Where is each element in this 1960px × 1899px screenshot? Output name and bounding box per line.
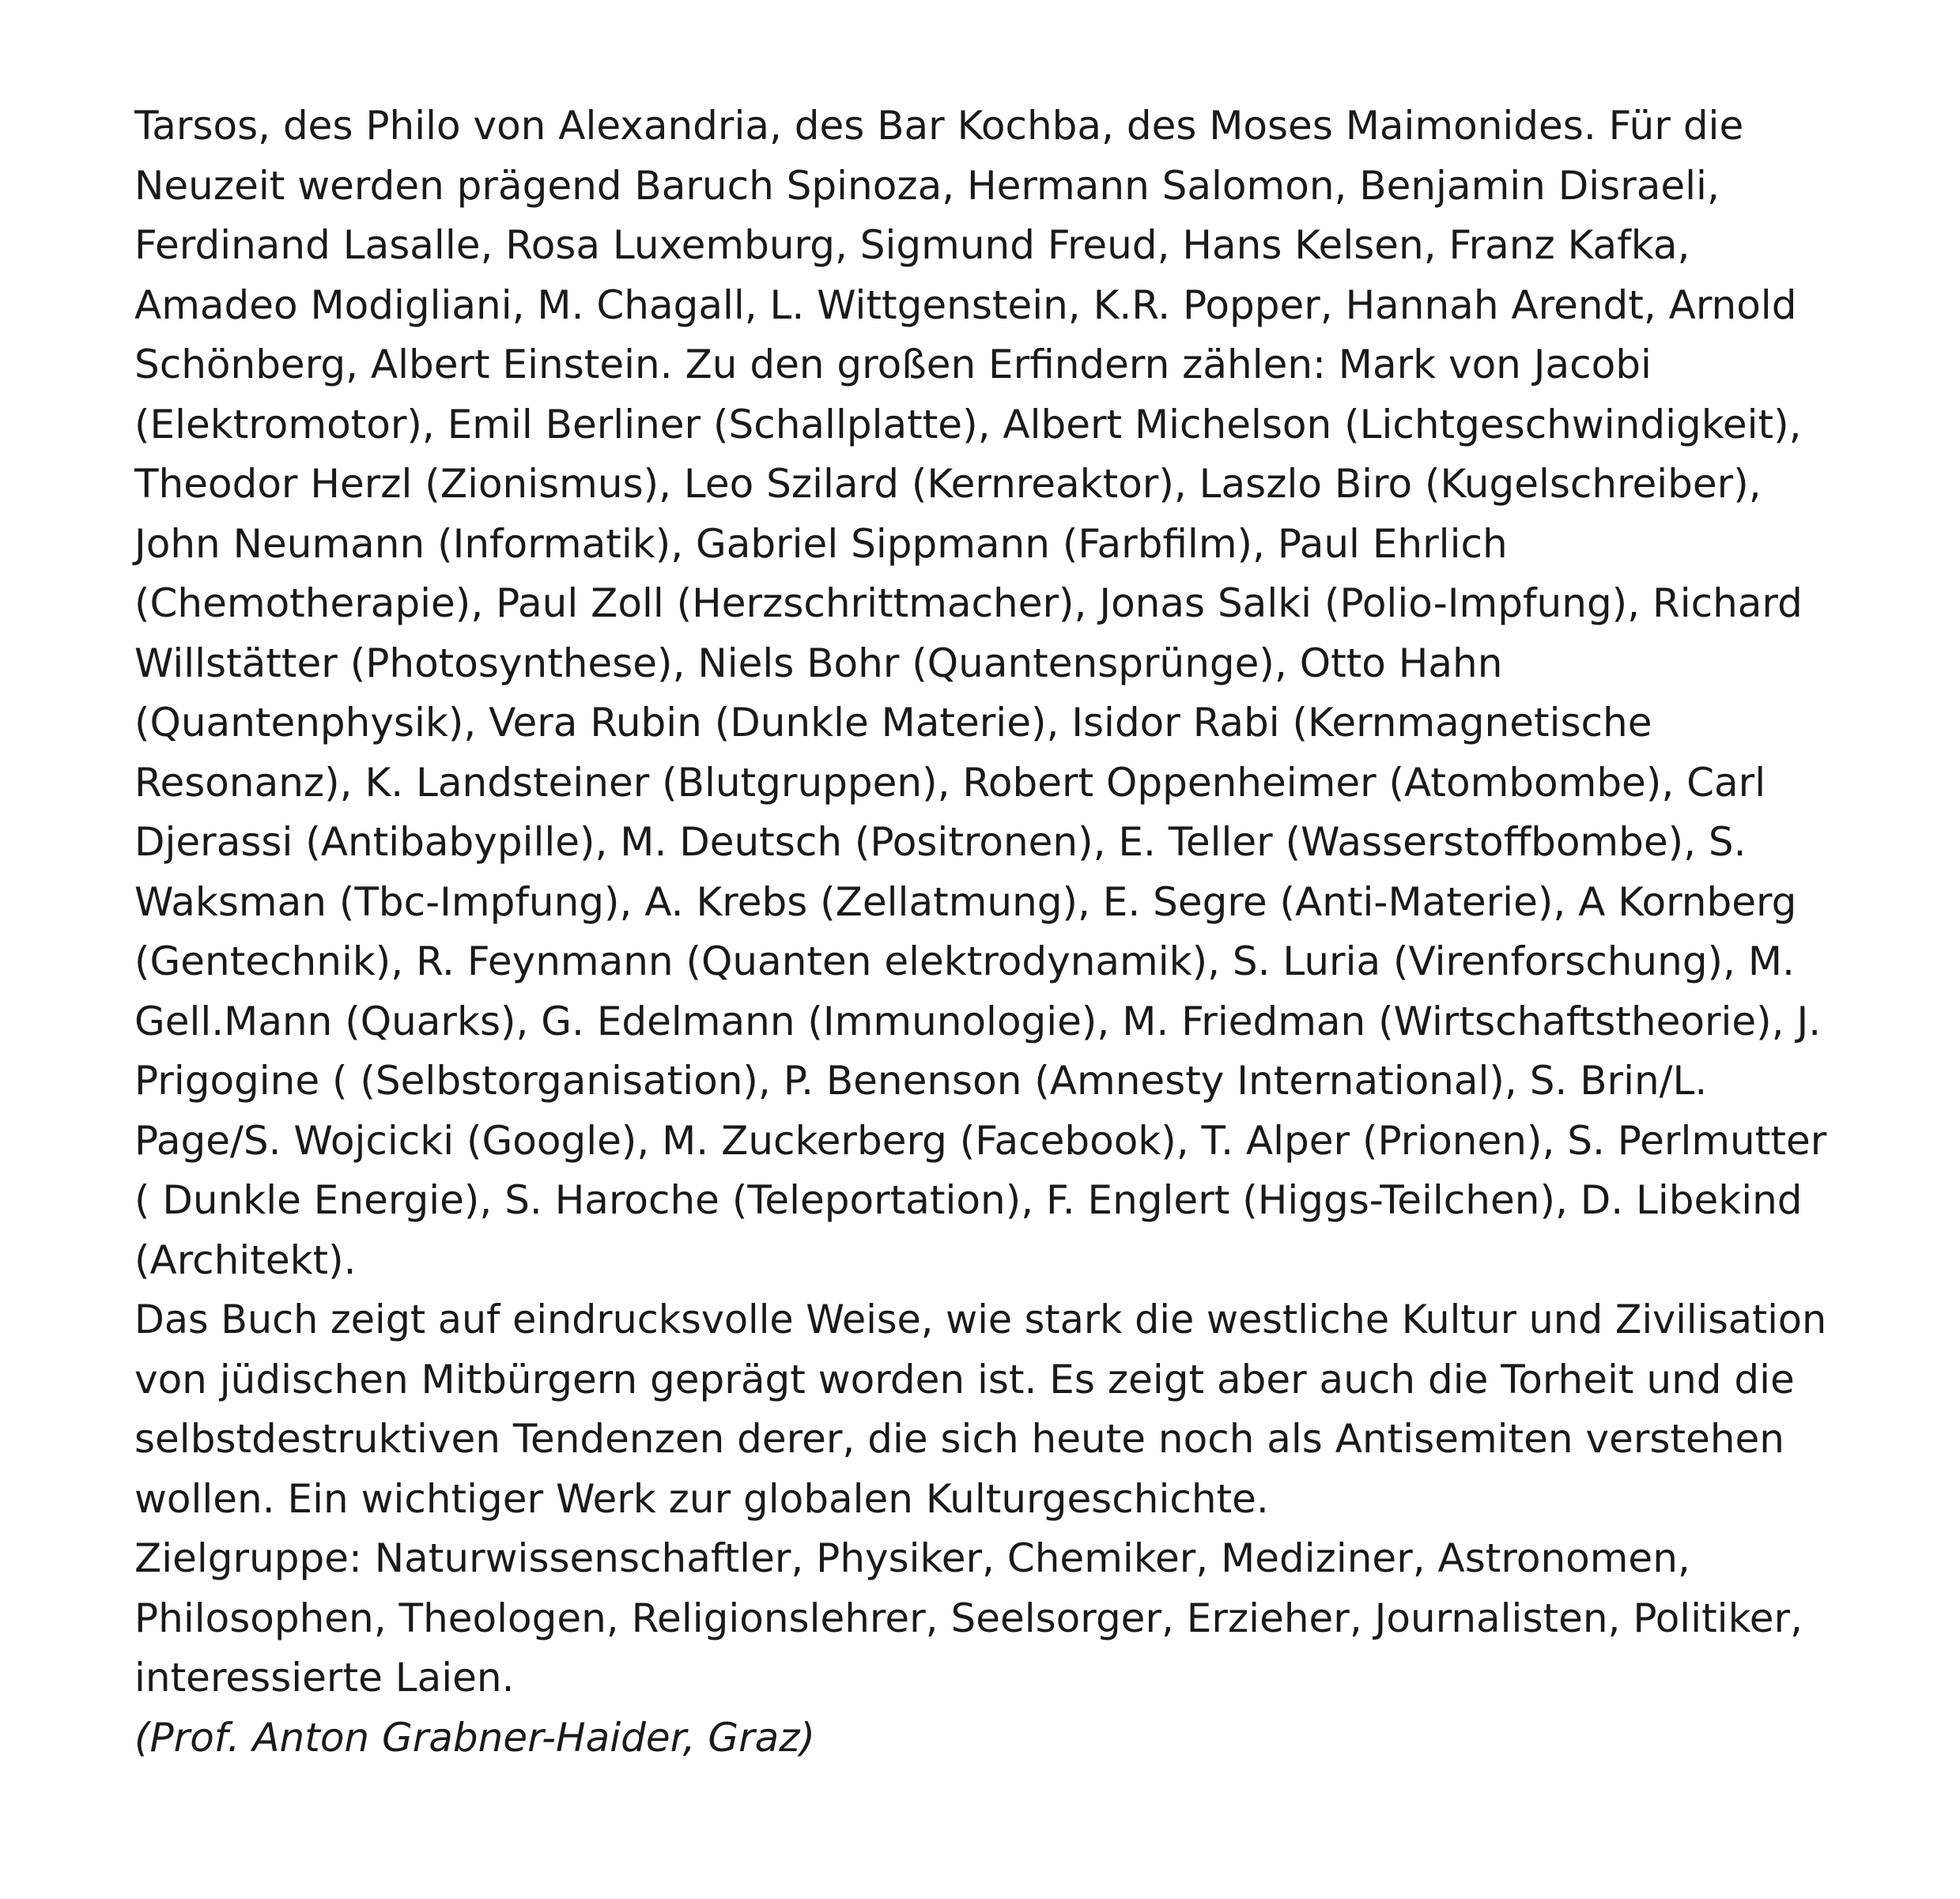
- text-line: Tarsos, des Philo von Alexandria, des Bar Kochba, des Moses Maimonides. Für die: [134, 103, 1744, 149]
- text-line: Amadeo Modigliani, M. Chagall, L. Wittgenstein, K.R. Popper, Hannah Arendt, Arnold: [134, 281, 1797, 328]
- text-line: (Chemotherapie), Paul Zoll (Herzschrittmacher), Jonas Salki (Polio-Impfung), Richard: [134, 580, 1803, 626]
- text-line: Djerassi (Antibabypille), M. Deutsch (Positronen), E. Teller (Wasserstoffbombe), S.: [134, 819, 1747, 865]
- text-line: John Neumann (Informatik), Gabriel Sippmann (Farbfilm), Paul Ehrlich: [134, 520, 1508, 567]
- text-line: (Quantenphysik), Vera Rubin (Dunkle Materie), Isidor Rabi (Kernmagnetische: [134, 700, 1652, 746]
- text-line: Schönberg, Albert Einstein. Zu den großen Erfindern zählen: Mark von Jacobi: [134, 342, 1652, 387]
- text-line: Das Buch zeigt auf eindrucksvolle Weise, wie stark die westliche Kultur und Zivilisation: [134, 1297, 1827, 1342]
- text-line: selbstdestruktiven Tendenzen derer, die sich heute noch als Antisemiten verstehen: [134, 1416, 1784, 1462]
- text-line: (Elektromotor), Emil Berliner (Schallplatte), Albert Michelson (Lichtgeschwindigkeit),: [134, 401, 1802, 447]
- paragraph-target-audience: [134, 1529, 1826, 1708]
- text-line: ( Dunkle Energie), S. Haroche (Teleportation), F. Englert (Higgs-Teilchen), D. Libekind: [134, 1177, 1803, 1223]
- text-line: Philosophen, Theologen, Religionslehrer, Seelsorger, Erzieher, Journalisten, Politiker,: [134, 1595, 1803, 1641]
- text-line: von jüdischen Mitbürgern geprägt worden ist. Es zeigt aber auch die Torheit und die: [134, 1356, 1795, 1403]
- paragraph-review: [134, 1290, 1826, 1529]
- text-line: wollen. Ein wichtiger Werk zur globalen Kulturgeschichte.: [134, 1475, 1269, 1522]
- text-line: (Gentechnik), R. Feynmann (Quanten elektrodynamik), S. Luria (Virenforschung), M.: [134, 938, 1795, 984]
- text-line: Zielgruppe: Naturwissenschaftler, Physiker, Chemiker, Mediziner, Astronomen,: [134, 1535, 1690, 1581]
- text-line: (Architekt).: [134, 1236, 357, 1283]
- text-line: Willstätter (Photosynthese), Niels Bohr (Quantensprünge), Otto Hahn: [134, 640, 1503, 686]
- text-line: Page/S. Wojcicki (Google), M. Zuckerberg (Facebook), T. Alper (Prionen), S. Perlmutter: [134, 1117, 1827, 1164]
- text-line: interessierte Laien.: [134, 1655, 515, 1701]
- text-line: Ferdinand Lasalle, Rosa Luxemburg, Sigmund Freud, Hans Kelsen, Franz Kafka,: [134, 222, 1690, 268]
- text-line: Resonanz), K. Landsteiner (Blutgruppen), Robert Oppenheimer (Atombombe), Carl: [134, 759, 1766, 806]
- text-line: Theodor Herzl (Zionismus), Leo Szilard (Kernreaktor), Laszlo Biro (Kugelschreiber),: [134, 461, 1762, 507]
- author-signature: (Prof. Anton Grabner-Haider, Graz): [134, 1714, 816, 1761]
- text-line: Waksman (Tbc-Impfung), A. Krebs (Zellatmung), E. Segre (Anti-Materie), A Kornberg: [134, 878, 1797, 925]
- text-line: Prigogine ( (Selbstorganisation), P. Benenson (Amnesty International), S. Brin/L.: [134, 1058, 1708, 1104]
- document-page: [134, 96, 1826, 1768]
- text-line: Neuzeit werden prägend Baruch Spinoza, Hermann Salomon, Benjamin Disraeli,: [134, 162, 1720, 209]
- paragraph-names-list: [134, 96, 1826, 1290]
- text-line: Gell.Mann (Quarks), G. Edelmann (Immunologie), M. Friedman (Wirtschaftstheorie), J.: [134, 998, 1822, 1044]
